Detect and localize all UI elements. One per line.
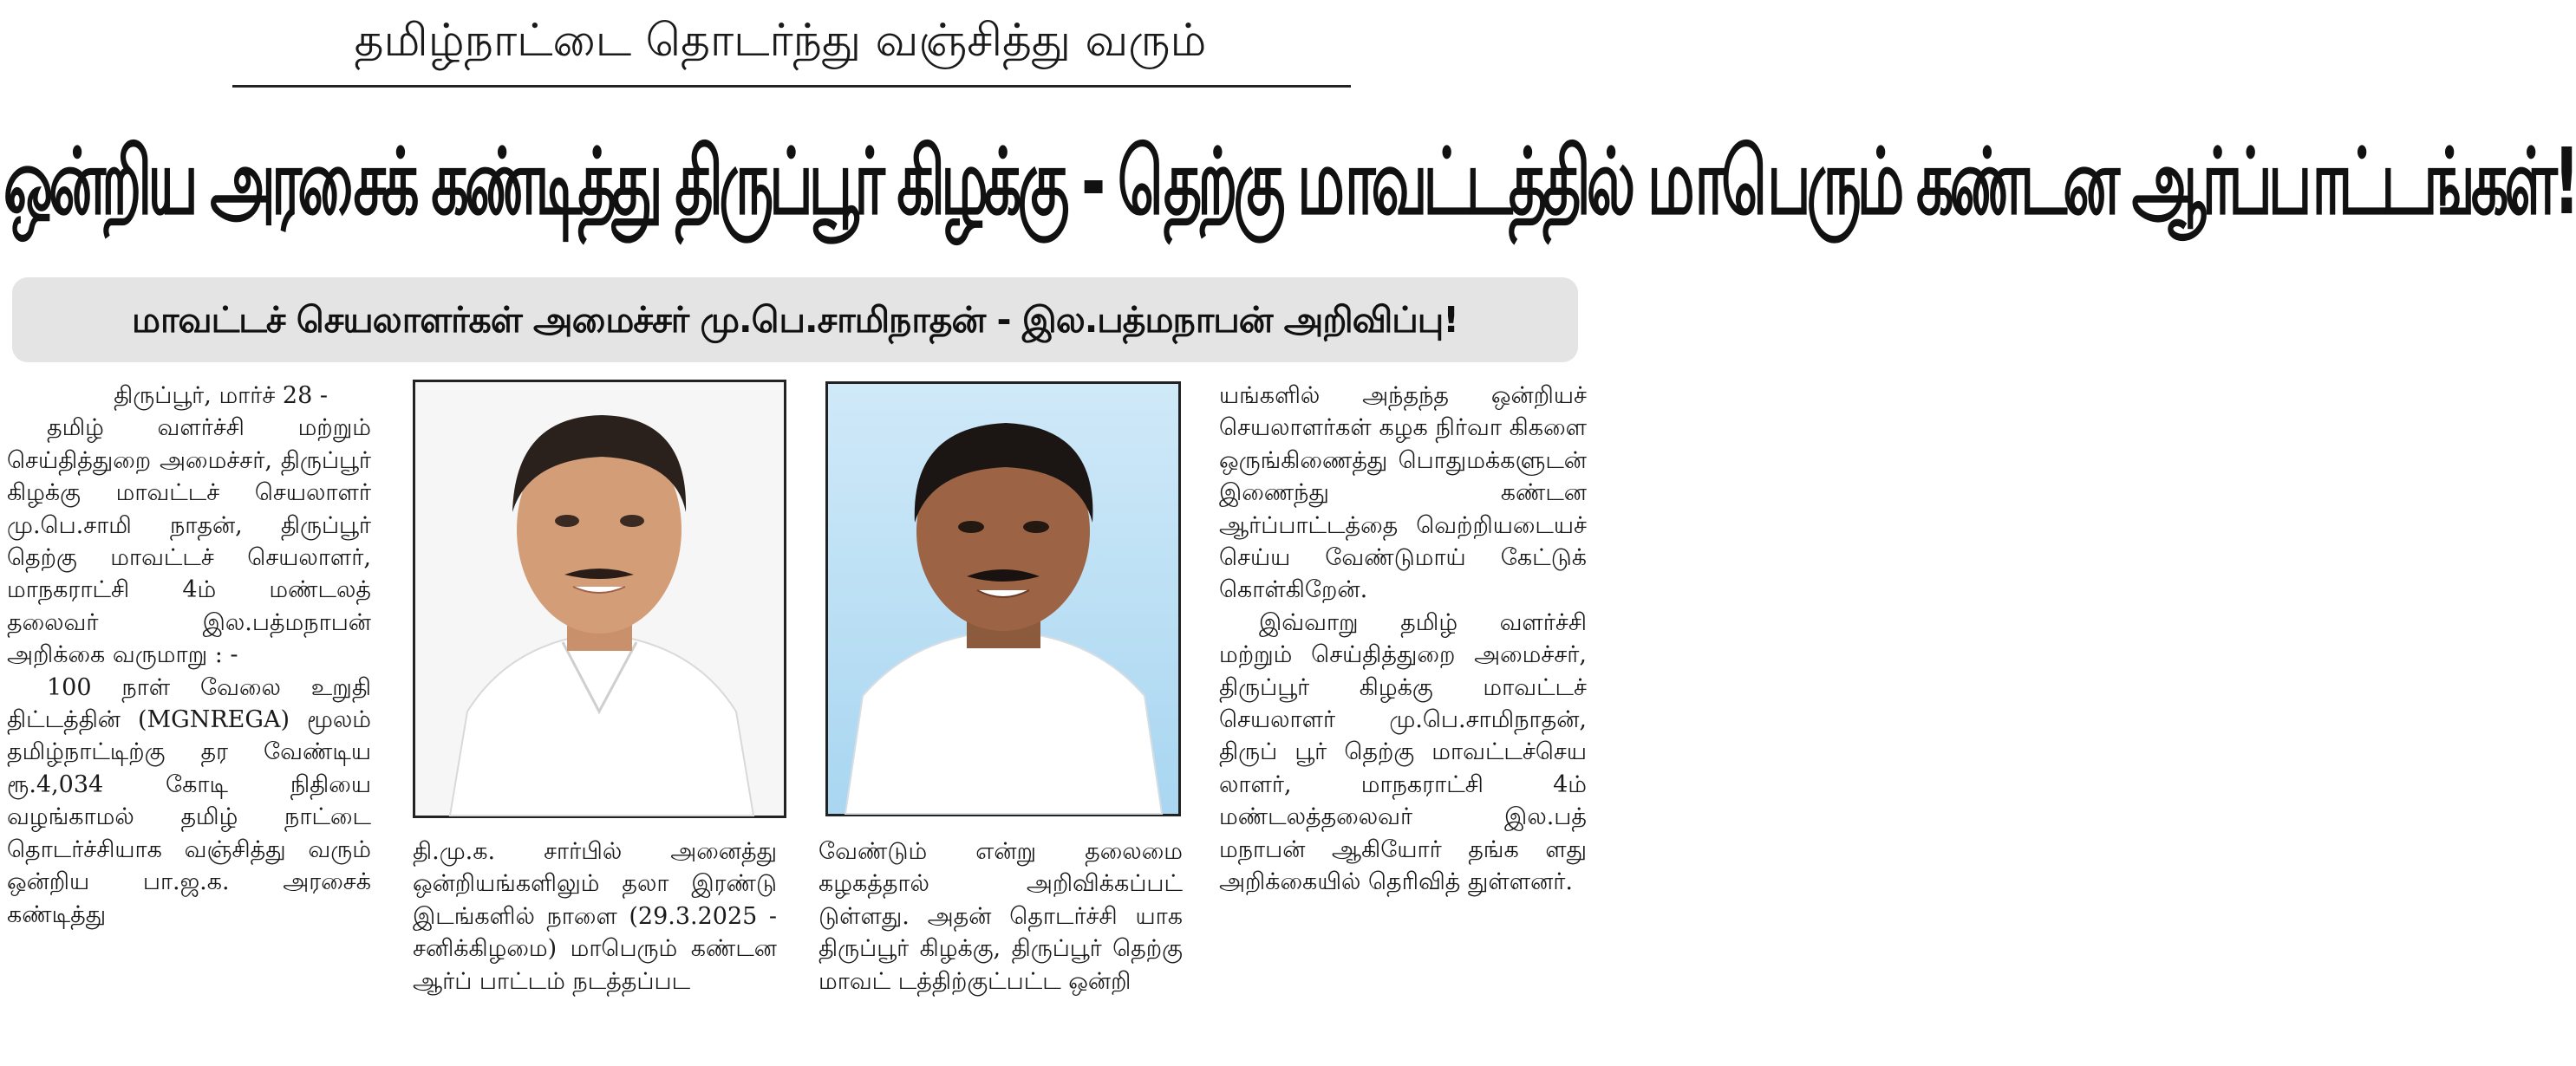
article-paragraph: வேண்டும் என்று தலைமை கழகத்தால் அறிவிக்கப்பட் டுள்ளது. அதன் தொடர்ச்சி யாக திருப்பூர் கிழக்கு, திருப்பூர் தெற்கு மாவட் டத்திற்குட்பட்ட ஒன்றி bbox=[818, 838, 1183, 995]
subhead: மாவட்டச் செயலாளர்கள் அமைச்சர் மு.பெ.சாமிநாதன் - இல.பத்மநாபன் அறிவிப்பு! bbox=[132, 299, 1458, 341]
main-headline: ஒன்றிய அரசைக் கண்டித்து திருப்பூர் கிழக்கு - தெற்கு மாவட்டத்தில் மாபெரும் கண்டன ஆர்ப்பாட்டங்கள்! bbox=[3, 130, 2576, 237]
article-column-3 bbox=[818, 835, 1183, 998]
kicker-headline: தமிழ்நாட்டை தொடர்ந்து வஞ்சித்து வரும் bbox=[354, 15, 1207, 67]
article-column-2 bbox=[413, 835, 777, 998]
dateline: திருப்பூர், மார்ச் 28 - bbox=[114, 382, 328, 409]
photo-padmanabhan bbox=[825, 381, 1181, 816]
portrait-image bbox=[415, 382, 784, 816]
article-paragraph: 100 நாள் வேலை உறுதி திட்டத்தின் (MGNREGA) மூலம் தமிழ்நாட்டிற்கு தர வேண்டிய ரூ.4,034 கோடி நிதியை வழங்காமல் தமிழ் நாட்டை தொடர்ச்சியாக வஞ்சித்து வரும் ஒன்றிய பா.ஜ.க. அரசைக் கண்டித்து bbox=[7, 673, 371, 928]
article-paragraph: இவ்வாறு தமிழ் வளர்ச்சி மற்றும் செய்தித்துறை அமைச்சர், திருப்பூர் கிழக்கு மாவட்டச் செயலாளர் மு.பெ.சாமிநாதன், திருப் பூர் தெற்கு மாவட்டச்செய லாளர், மாநகராட்சி 4ம் மண்டலத்தலைவர் இல.பத் மநாபன் ஆகியோர் தங்க ளது அறிக்கையில் தெரிவித் துள்ளனர். bbox=[1219, 608, 1587, 896]
article-paragraph: யங்களில் அந்தந்த ஒன்றியச் செயலாளர்கள் கழக நிர்வா கிகளை ஒருங்கிணைத்து பொதுமக்களுடன் இணைந்து கண்டன ஆர்ப்பாட்டத்தை வெற்றியடையச் செய்ய வேண்டுமாய் கேட்டுக் கொள்கிறேன். bbox=[1219, 382, 1587, 604]
article-paragraph: தி.மு.க. சார்பில் அனைத்து ஒன்றியங்களிலும் தலா இரண்டு இடங்களில் நாளை (29.3.2025 - சனிக்கிழமை) மாபெரும் கண்டன ஆர்ப் பாட்டம் நடத்தப்பட bbox=[413, 838, 777, 995]
article-paragraph: தமிழ் வளர்ச்சி மற்றும் செய்தித்துறை அமைச்சர், திருப்பூர் கிழக்கு மாவட்டச் செயலாளர் மு.பெ.சாமி நாதன், திருப்பூர் தெற்கு மாவட்டச் செயலாளர், மாநகராட்சி 4ம் மண்டலத் தலைவர் இல.பத்மநாபன் அறிக்கை வருமாறு : - bbox=[7, 414, 371, 669]
article-column-1 bbox=[7, 380, 371, 931]
photo-saminathan bbox=[413, 380, 786, 818]
article-column-4 bbox=[1219, 380, 1587, 899]
portrait-image bbox=[828, 384, 1178, 814]
